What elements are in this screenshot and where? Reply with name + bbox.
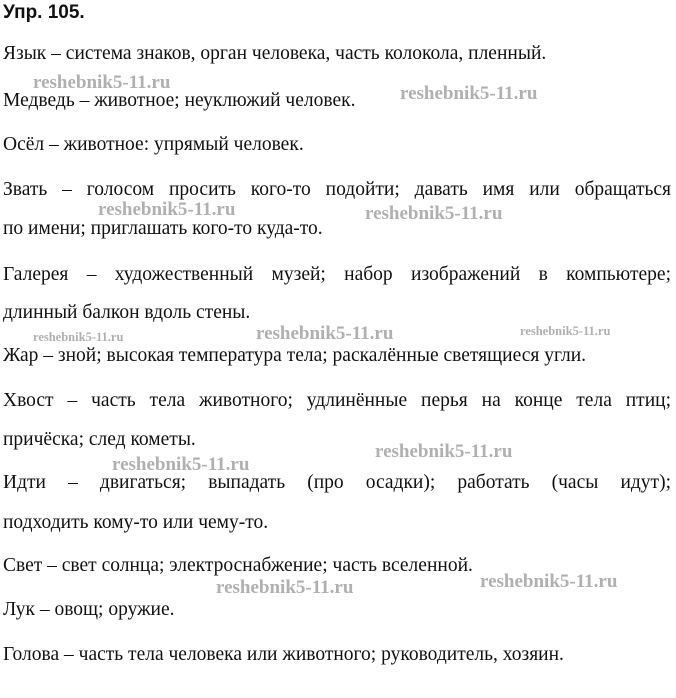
- text-line-zhar: Жар – зной; высокая температура тела; раскалённые светящиеся угли.: [3, 345, 587, 366]
- text-line-medved: Медведь – животное; неуклюжий человек.: [3, 90, 356, 111]
- text-line-luk: Лук – овощ; оружие.: [3, 599, 175, 620]
- watermark: reshebnik5-11.ru: [256, 323, 394, 344]
- watermark: reshebnik5-11.ru: [400, 83, 538, 104]
- watermark: reshebnik5-11.ru: [216, 577, 354, 598]
- text-line-khvost-2: причёска; след кометы.: [3, 429, 196, 450]
- watermark: reshebnik5-11.ru: [33, 72, 171, 93]
- text-line-golova: Голова – часть тела человека или животного; руководитель, хозяин.: [3, 644, 564, 665]
- text-line-galereya-1: Галерея – художественный музей; набор изображений в компьютере;: [3, 264, 671, 285]
- watermark: reshebnik5-11.ru: [480, 571, 618, 592]
- text-line-khvost-1: Хвост – часть тела животного; удлинённые перья на конце тела птиц;: [3, 390, 671, 411]
- watermark: reshebnik5-11.ru: [365, 203, 503, 224]
- text-line-idti-2: подходить кому-то или чему-то.: [3, 512, 269, 533]
- watermark: reshebnik5-11.ru: [98, 199, 236, 220]
- watermark: reshebnik5-11.ru: [375, 441, 513, 462]
- text-line-zvat-1: Звать – голосом просить кого-то подойти; давать имя или обращаться: [3, 179, 671, 200]
- exercise-title: Упр. 105.: [3, 2, 85, 23]
- text-line-idti-1: Идти – двигаться; выпадать (про осадки); работать (часы идут);: [3, 472, 671, 493]
- watermark: reshebnik5-11.ru: [33, 330, 124, 344]
- text-line-yazyk: Язык – система знаков, орган человека, часть колокола, пленный.: [3, 43, 547, 64]
- text-line-svet: Свет – свет солнца; электроснабжение; часть вселенной.: [3, 555, 473, 576]
- text-line-galereya-2: длинный балкон вдоль стены.: [3, 302, 251, 323]
- text-line-osyol: Осёл – животное: упрямый человек.: [3, 134, 304, 155]
- text-line-zvat-2: по имени; приглашать кого-то куда-то.: [3, 218, 323, 239]
- watermark: reshebnik5-11.ru: [520, 324, 611, 338]
- watermark: reshebnik5-11.ru: [112, 454, 250, 475]
